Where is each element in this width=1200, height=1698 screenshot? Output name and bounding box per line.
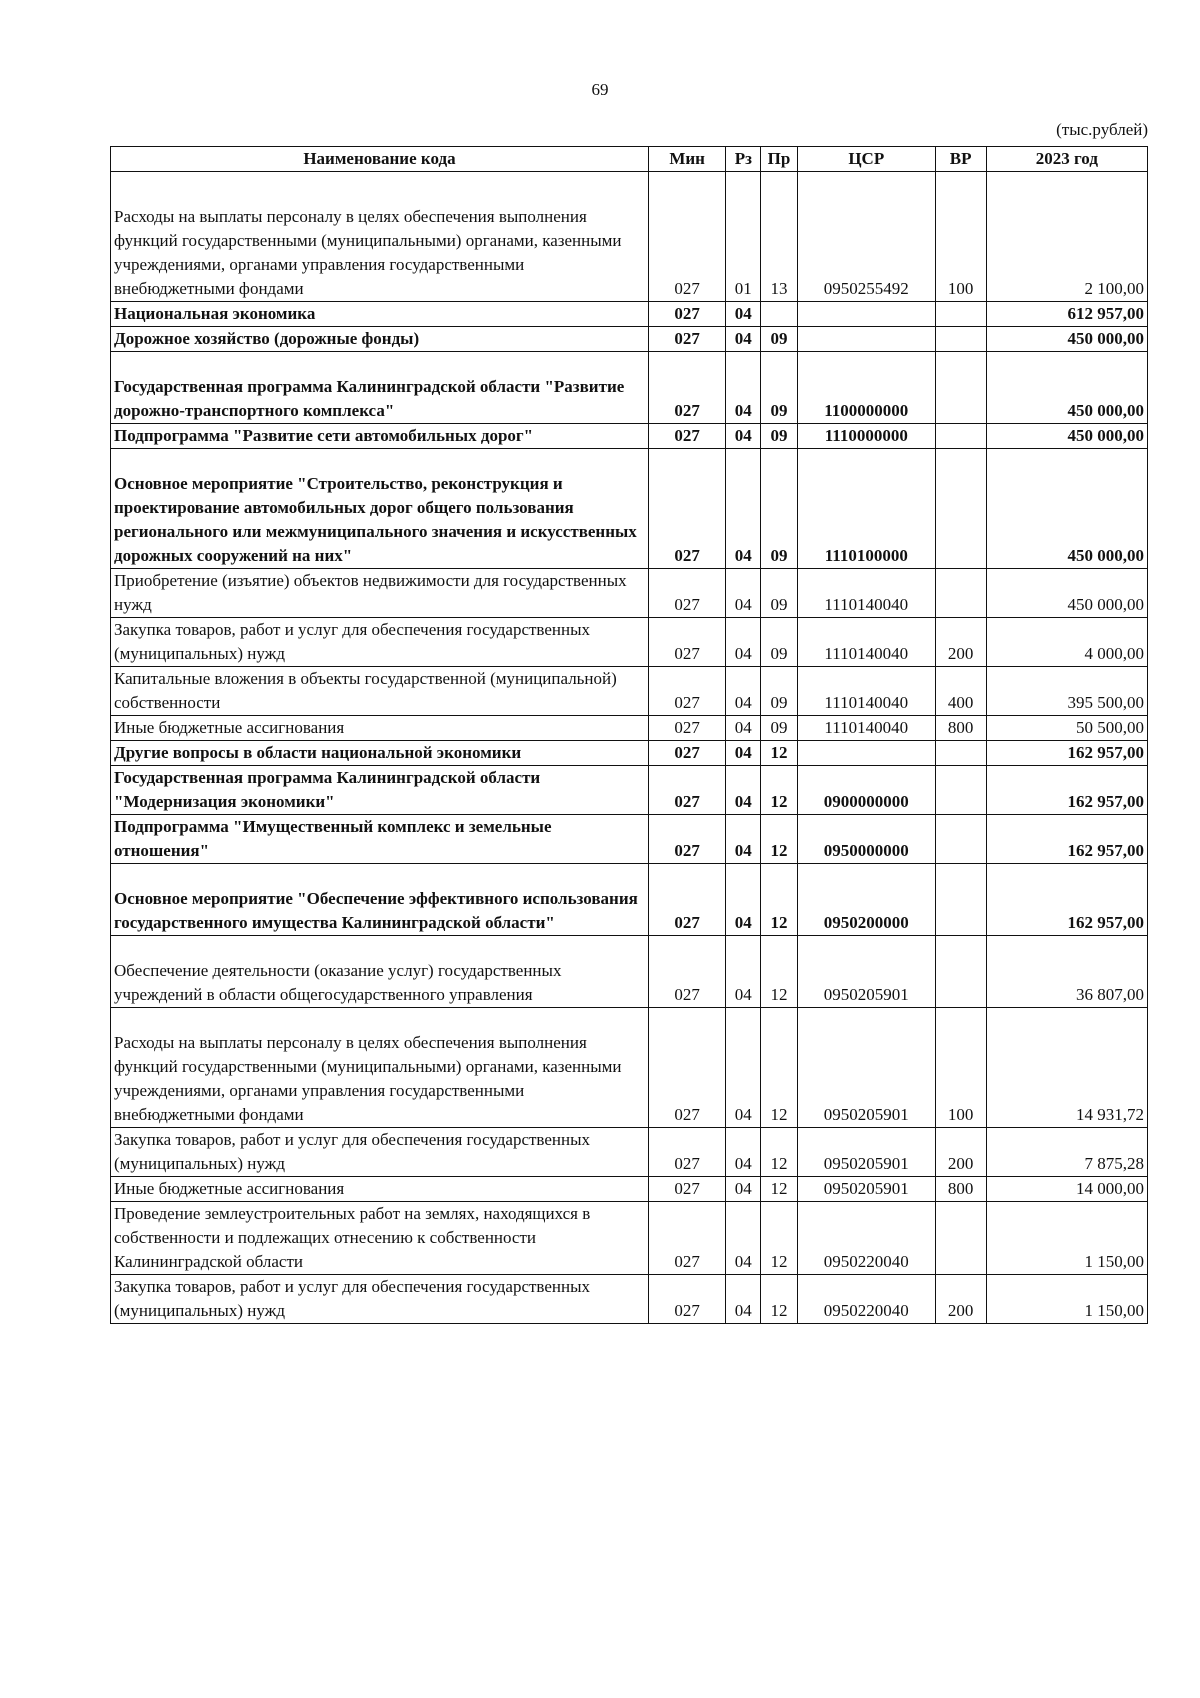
cell-pr (761, 302, 798, 327)
cell-min: 027 (648, 815, 726, 864)
cell-name: Расходы на выплаты персоналу в целях обеспечения выполнения функций государственными (муниципальными) органами, казенными учреждениями, органами управления государственными внебюджетными фондами (111, 1008, 649, 1128)
cell-name: Закупка товаров, работ и услуг для обеспечения государственных (муниципальных) нужд (111, 1128, 649, 1177)
cell-csr: 1110140040 (797, 569, 935, 618)
cell-amount: 450 000,00 (986, 424, 1147, 449)
cell-csr: 0950220040 (797, 1275, 935, 1324)
cell-pr: 09 (761, 352, 798, 424)
cell-vr (935, 815, 986, 864)
table-row (111, 449, 1148, 569)
cell-pr: 09 (761, 667, 798, 716)
cell-amount: 450 000,00 (986, 569, 1147, 618)
table-row (111, 716, 1148, 741)
cell-min: 027 (648, 716, 726, 741)
cell-min: 027 (648, 424, 726, 449)
cell-rz: 04 (726, 449, 761, 569)
cell-vr: 200 (935, 1128, 986, 1177)
cell-pr: 12 (761, 1128, 798, 1177)
header-csr: ЦСР (797, 147, 935, 172)
cell-vr: 800 (935, 1177, 986, 1202)
cell-min: 027 (648, 1202, 726, 1275)
cell-rz: 04 (726, 815, 761, 864)
cell-vr (935, 424, 986, 449)
cell-vr (935, 864, 986, 936)
cell-vr: 100 (935, 172, 986, 302)
cell-amount: 7 875,28 (986, 1128, 1147, 1177)
header-year: 2023 год (986, 147, 1147, 172)
table-row (111, 1177, 1148, 1202)
cell-name: Основное мероприятие "Обеспечение эффективного использования государственного имущества Калининградской области" (111, 864, 649, 936)
cell-amount: 162 957,00 (986, 741, 1147, 766)
cell-csr: 1110140040 (797, 618, 935, 667)
cell-pr: 12 (761, 1008, 798, 1128)
cell-rz: 04 (726, 352, 761, 424)
cell-rz: 04 (726, 716, 761, 741)
cell-pr: 12 (761, 815, 798, 864)
cell-vr (935, 1202, 986, 1275)
cell-pr: 12 (761, 766, 798, 815)
cell-csr (797, 741, 935, 766)
cell-rz: 04 (726, 424, 761, 449)
cell-vr: 400 (935, 667, 986, 716)
table-row (111, 302, 1148, 327)
cell-name: Дорожное хозяйство (дорожные фонды) (111, 327, 649, 352)
cell-vr: 800 (935, 716, 986, 741)
cell-name: Основное мероприятие "Строительство, реконструкция и проектирование автомобильных дорог общего пользования регионального или межмуниципального значения и искусственных дорожных сооружений на них" (111, 449, 649, 569)
cell-csr (797, 302, 935, 327)
cell-csr: 0950220040 (797, 1202, 935, 1275)
cell-min: 027 (648, 1008, 726, 1128)
cell-min: 027 (648, 618, 726, 667)
cell-rz: 04 (726, 1008, 761, 1128)
cell-pr: 09 (761, 618, 798, 667)
table-row (111, 327, 1148, 352)
table-row (111, 172, 1148, 302)
cell-csr: 0950205901 (797, 936, 935, 1008)
cell-rz: 04 (726, 1202, 761, 1275)
cell-amount: 162 957,00 (986, 864, 1147, 936)
cell-csr: 0950205901 (797, 1177, 935, 1202)
cell-amount: 612 957,00 (986, 302, 1147, 327)
cell-csr: 0950255492 (797, 172, 935, 302)
cell-min: 027 (648, 172, 726, 302)
cell-name: Проведение землеустроительных работ на землях, находящихся в собственности и подлежащих отнесению к собственности Калининградской области (111, 1202, 649, 1275)
page-number: 69 (591, 80, 609, 99)
table-row (111, 766, 1148, 815)
cell-pr: 09 (761, 449, 798, 569)
cell-vr: 200 (935, 1275, 986, 1324)
cell-min: 027 (648, 741, 726, 766)
cell-name: Иные бюджетные ассигнования (111, 1177, 649, 1202)
header-vr: ВР (935, 147, 986, 172)
cell-amount: 1 150,00 (986, 1202, 1147, 1275)
cell-min: 027 (648, 449, 726, 569)
cell-pr: 12 (761, 1177, 798, 1202)
cell-amount: 162 957,00 (986, 766, 1147, 815)
cell-vr (935, 741, 986, 766)
cell-vr: 100 (935, 1008, 986, 1128)
cell-vr: 200 (935, 618, 986, 667)
cell-min: 027 (648, 936, 726, 1008)
cell-rz: 04 (726, 1177, 761, 1202)
cell-csr: 1110140040 (797, 667, 935, 716)
table-row (111, 569, 1148, 618)
cell-amount: 1 150,00 (986, 1275, 1147, 1324)
table-row (111, 618, 1148, 667)
cell-vr (935, 327, 986, 352)
cell-amount: 2 100,00 (986, 172, 1147, 302)
cell-pr: 12 (761, 936, 798, 1008)
cell-vr (935, 302, 986, 327)
cell-name: Капитальные вложения в объекты государственной (муниципальной) собственности (111, 667, 649, 716)
cell-csr: 0900000000 (797, 766, 935, 815)
cell-csr: 1100000000 (797, 352, 935, 424)
cell-csr: 0950200000 (797, 864, 935, 936)
cell-rz: 04 (726, 864, 761, 936)
cell-amount: 450 000,00 (986, 352, 1147, 424)
cell-name: Подпрограмма "Имущественный комплекс и земельные отношения" (111, 815, 649, 864)
table-row (111, 1202, 1148, 1275)
table-row (111, 352, 1148, 424)
cell-name: Иные бюджетные ассигнования (111, 716, 649, 741)
cell-rz: 04 (726, 1128, 761, 1177)
cell-csr: 1110100000 (797, 449, 935, 569)
cell-rz: 01 (726, 172, 761, 302)
cell-vr (935, 936, 986, 1008)
cell-vr (935, 766, 986, 815)
header-min: Мин (648, 147, 726, 172)
cell-rz: 04 (726, 327, 761, 352)
cell-amount: 395 500,00 (986, 667, 1147, 716)
cell-amount: 450 000,00 (986, 327, 1147, 352)
budget-table (110, 146, 1148, 1324)
table-row (111, 1128, 1148, 1177)
cell-vr (935, 449, 986, 569)
cell-min: 027 (648, 1128, 726, 1177)
header-pr: Пр (761, 147, 798, 172)
cell-name: Национальная экономика (111, 302, 649, 327)
cell-name: Другие вопросы в области национальной экономики (111, 741, 649, 766)
header-rz: Рз (726, 147, 761, 172)
cell-rz: 04 (726, 936, 761, 1008)
units-label: (тыс.рублей) (1056, 120, 1148, 139)
cell-min: 027 (648, 667, 726, 716)
cell-pr: 09 (761, 327, 798, 352)
cell-name: Подпрограмма "Развитие сети автомобильных дорог" (111, 424, 649, 449)
cell-csr: 0950000000 (797, 815, 935, 864)
table-row (111, 936, 1148, 1008)
cell-rz: 04 (726, 741, 761, 766)
table-row (111, 1008, 1148, 1128)
cell-csr (797, 327, 935, 352)
cell-pr: 12 (761, 864, 798, 936)
cell-rz: 04 (726, 618, 761, 667)
cell-pr: 12 (761, 741, 798, 766)
cell-pr: 09 (761, 716, 798, 741)
cell-pr: 12 (761, 1202, 798, 1275)
cell-csr: 1110000000 (797, 424, 935, 449)
cell-pr: 09 (761, 424, 798, 449)
cell-amount: 450 000,00 (986, 449, 1147, 569)
header-name: Наименование кода (111, 147, 649, 172)
cell-min: 027 (648, 1177, 726, 1202)
table-row (111, 667, 1148, 716)
cell-min: 027 (648, 766, 726, 815)
cell-min: 027 (648, 569, 726, 618)
cell-rz: 04 (726, 1275, 761, 1324)
table-row (111, 1275, 1148, 1324)
cell-pr: 12 (761, 1275, 798, 1324)
cell-vr (935, 569, 986, 618)
table-row (111, 815, 1148, 864)
cell-name: Приобретение (изъятие) объектов недвижимости для государственных нужд (111, 569, 649, 618)
cell-amount: 162 957,00 (986, 815, 1147, 864)
cell-vr (935, 352, 986, 424)
table-header-row (111, 147, 1148, 172)
cell-pr: 09 (761, 569, 798, 618)
cell-min: 027 (648, 302, 726, 327)
cell-rz: 04 (726, 766, 761, 815)
cell-min: 027 (648, 1275, 726, 1324)
cell-amount: 4 000,00 (986, 618, 1147, 667)
cell-name: Государственная программа Калининградской области "Модернизация экономики" (111, 766, 649, 815)
cell-name: Расходы на выплаты персоналу в целях обеспечения выполнения функций государственными (муниципальными) органами, казенными учреждениями, органами управления государственными внебюджетными фондами (111, 172, 649, 302)
cell-name: Закупка товаров, работ и услуг для обеспечения государственных (муниципальных) нужд (111, 1275, 649, 1324)
cell-min: 027 (648, 864, 726, 936)
cell-name: Закупка товаров, работ и услуг для обеспечения государственных (муниципальных) нужд (111, 618, 649, 667)
cell-min: 027 (648, 352, 726, 424)
cell-csr: 1110140040 (797, 716, 935, 741)
cell-amount: 14 931,72 (986, 1008, 1147, 1128)
cell-csr: 0950205901 (797, 1008, 935, 1128)
cell-amount: 14 000,00 (986, 1177, 1147, 1202)
cell-name: Обеспечение деятельности (оказание услуг) государственных учреждений в области общегосударственного управления (111, 936, 649, 1008)
cell-csr: 0950205901 (797, 1128, 935, 1177)
cell-rz: 04 (726, 569, 761, 618)
cell-rz: 04 (726, 667, 761, 716)
cell-name: Государственная программа Калининградской области "Развитие дорожно-транспортного комплекса" (111, 352, 649, 424)
cell-amount: 36 807,00 (986, 936, 1147, 1008)
table-row (111, 741, 1148, 766)
table-row (111, 424, 1148, 449)
cell-rz: 04 (726, 302, 761, 327)
cell-amount: 50 500,00 (986, 716, 1147, 741)
cell-pr: 13 (761, 172, 798, 302)
table-row (111, 864, 1148, 936)
cell-min: 027 (648, 327, 726, 352)
